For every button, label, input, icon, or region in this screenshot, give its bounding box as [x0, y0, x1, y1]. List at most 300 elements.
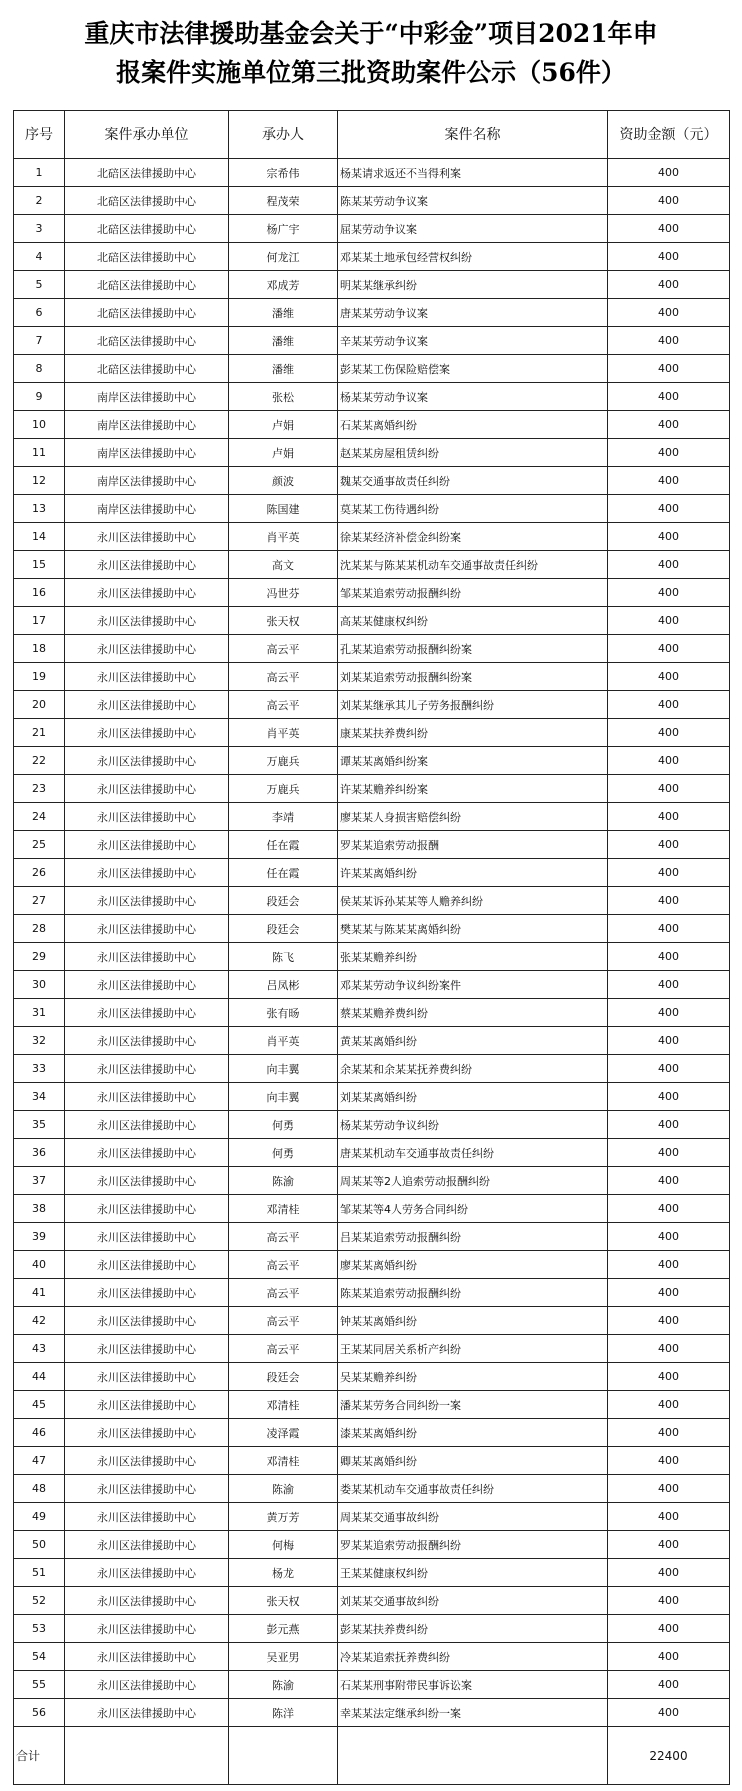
table-row [14, 1699, 730, 1727]
header-handler: 承办人 [229, 111, 338, 159]
row-handler: 张天权 [229, 607, 338, 635]
row-case-name: 孔某某追索劳动报酬纠纷案 [338, 635, 608, 663]
header-index: 序号 [14, 111, 65, 159]
row-case-name: 杨某请求返还不当得利案 [338, 159, 608, 187]
table-row [14, 551, 730, 579]
table-row [14, 887, 730, 915]
row-case-name: 蔡某某赡养费纠纷 [338, 999, 608, 1027]
row-amount: 400 [608, 915, 730, 943]
row-handler: 肖平英 [229, 523, 338, 551]
row-handler: 何梅 [229, 1531, 338, 1559]
row-unit: 永川区法律援助中心 [65, 1475, 229, 1503]
row-unit: 永川区法律援助中心 [65, 1251, 229, 1279]
table-row [14, 1587, 730, 1615]
row-handler: 潘维 [229, 299, 338, 327]
row-unit: 永川区法律援助中心 [65, 887, 229, 915]
table-row [14, 1027, 730, 1055]
row-index: 24 [14, 803, 65, 831]
row-index: 45 [14, 1391, 65, 1419]
table-row [14, 1111, 730, 1139]
row-unit: 永川区法律援助中心 [65, 1111, 229, 1139]
row-unit: 永川区法律援助中心 [65, 1699, 229, 1727]
table-row [14, 831, 730, 859]
row-case-name: 张某某赡养纠纷 [338, 943, 608, 971]
row-handler: 颜波 [229, 467, 338, 495]
table-header-row [14, 111, 730, 159]
row-index: 54 [14, 1643, 65, 1671]
row-amount: 400 [608, 971, 730, 999]
row-index: 20 [14, 691, 65, 719]
row-index: 53 [14, 1615, 65, 1643]
row-case-name: 莫某某工伤待遇纠纷 [338, 495, 608, 523]
row-handler: 肖平英 [229, 719, 338, 747]
row-case-name: 邹某某等4人劳务合同纠纷 [338, 1195, 608, 1223]
row-case-name: 刘某某离婚纠纷 [338, 1083, 608, 1111]
row-handler: 肖平英 [229, 1027, 338, 1055]
row-case-name: 刘某某追索劳动报酬纠纷案 [338, 663, 608, 691]
row-case-name: 钟某某离婚纠纷 [338, 1307, 608, 1335]
row-unit: 北碚区法律援助中心 [65, 299, 229, 327]
row-unit: 永川区法律援助中心 [65, 831, 229, 859]
row-case-name: 赵某某房屋租赁纠纷 [338, 439, 608, 467]
table-row [14, 579, 730, 607]
row-handler: 杨广宇 [229, 215, 338, 243]
row-unit: 永川区法律援助中心 [65, 1643, 229, 1671]
table-row [14, 971, 730, 999]
row-case-name: 周某某交通事故纠纷 [338, 1503, 608, 1531]
row-handler: 陈国建 [229, 495, 338, 523]
row-index: 25 [14, 831, 65, 859]
row-index: 34 [14, 1083, 65, 1111]
row-amount: 400 [608, 467, 730, 495]
row-handler: 何勇 [229, 1139, 338, 1167]
row-index: 8 [14, 355, 65, 383]
table-row [14, 299, 730, 327]
row-handler: 陈渝 [229, 1475, 338, 1503]
table-row [14, 411, 730, 439]
row-handler: 彭元燕 [229, 1615, 338, 1643]
row-handler: 高云平 [229, 1251, 338, 1279]
row-handler: 何龙江 [229, 243, 338, 271]
row-amount: 400 [608, 859, 730, 887]
row-handler: 黄万芳 [229, 1503, 338, 1531]
table-row [14, 1447, 730, 1475]
row-unit: 永川区法律援助中心 [65, 663, 229, 691]
row-index: 2 [14, 187, 65, 215]
row-case-name: 屈某劳动争议案 [338, 215, 608, 243]
row-index: 6 [14, 299, 65, 327]
row-handler: 向丰翼 [229, 1055, 338, 1083]
total-label: 合计 [14, 1727, 65, 1785]
row-unit: 永川区法律援助中心 [65, 859, 229, 887]
row-case-name: 辛某某劳动争议案 [338, 327, 608, 355]
row-amount: 400 [608, 943, 730, 971]
row-amount: 400 [608, 495, 730, 523]
table-row [14, 1251, 730, 1279]
row-amount: 400 [608, 523, 730, 551]
row-index: 37 [14, 1167, 65, 1195]
row-amount: 400 [608, 1587, 730, 1615]
row-case-name: 唐某某机动车交通事故责任纠纷 [338, 1139, 608, 1167]
row-handler: 任在霞 [229, 859, 338, 887]
row-index: 36 [14, 1139, 65, 1167]
row-handler: 陈洋 [229, 1699, 338, 1727]
row-unit: 永川区法律援助中心 [65, 1139, 229, 1167]
row-handler: 段廷会 [229, 1363, 338, 1391]
table-row [14, 355, 730, 383]
row-handler: 张天权 [229, 1587, 338, 1615]
row-unit: 永川区法律援助中心 [65, 1083, 229, 1111]
row-case-name: 邓某某土地承包经营权纠纷 [338, 243, 608, 271]
row-unit: 永川区法律援助中心 [65, 999, 229, 1027]
row-amount: 400 [608, 1279, 730, 1307]
row-index: 51 [14, 1559, 65, 1587]
row-unit: 永川区法律援助中心 [65, 551, 229, 579]
row-unit: 永川区法律援助中心 [65, 635, 229, 663]
row-amount: 400 [608, 1139, 730, 1167]
row-index: 16 [14, 579, 65, 607]
row-amount: 400 [608, 1447, 730, 1475]
row-amount: 400 [608, 775, 730, 803]
row-amount: 400 [608, 1419, 730, 1447]
row-index: 30 [14, 971, 65, 999]
row-index: 11 [14, 439, 65, 467]
row-case-name: 周某某等2人追索劳动报酬纠纷 [338, 1167, 608, 1195]
table-row [14, 1475, 730, 1503]
row-amount: 400 [608, 1027, 730, 1055]
row-index: 3 [14, 215, 65, 243]
row-amount: 400 [608, 355, 730, 383]
row-handler: 程茂荣 [229, 187, 338, 215]
row-unit: 南岸区法律援助中心 [65, 439, 229, 467]
row-case-name: 许某某赡养纠纷案 [338, 775, 608, 803]
total-empty-cell [338, 1727, 608, 1785]
row-case-name: 魏某交通事故责任纠纷 [338, 467, 608, 495]
row-handler: 邓清桂 [229, 1447, 338, 1475]
row-unit: 永川区法律援助中心 [65, 1615, 229, 1643]
row-amount: 400 [608, 1167, 730, 1195]
row-case-name: 刘某某继承其儿子劳务报酬纠纷 [338, 691, 608, 719]
row-handler: 张松 [229, 383, 338, 411]
row-unit: 永川区法律援助中心 [65, 1223, 229, 1251]
row-amount: 400 [608, 1335, 730, 1363]
row-amount: 400 [608, 1111, 730, 1139]
row-case-name: 吴某某赡养纠纷 [338, 1363, 608, 1391]
row-index: 10 [14, 411, 65, 439]
table-row [14, 187, 730, 215]
table-row [14, 215, 730, 243]
row-unit: 永川区法律援助中心 [65, 579, 229, 607]
row-index: 32 [14, 1027, 65, 1055]
row-unit: 永川区法律援助中心 [65, 1363, 229, 1391]
row-case-name: 陈某某追索劳动报酬纠纷 [338, 1279, 608, 1307]
row-handler: 李靖 [229, 803, 338, 831]
row-amount: 400 [608, 579, 730, 607]
row-handler: 高云平 [229, 1279, 338, 1307]
row-case-name: 许某某离婚纠纷 [338, 859, 608, 887]
row-amount: 400 [608, 1195, 730, 1223]
row-case-name: 杨某某劳动争议案 [338, 383, 608, 411]
row-amount: 400 [608, 691, 730, 719]
table-row [14, 1419, 730, 1447]
row-amount: 400 [608, 719, 730, 747]
row-unit: 南岸区法律援助中心 [65, 495, 229, 523]
row-handler: 冯世芬 [229, 579, 338, 607]
row-amount: 400 [608, 1559, 730, 1587]
row-unit: 南岸区法律援助中心 [65, 411, 229, 439]
row-index: 49 [14, 1503, 65, 1531]
row-case-name: 邓某某劳动争议纠纷案件 [338, 971, 608, 999]
row-handler: 任在霞 [229, 831, 338, 859]
row-handler: 陈渝 [229, 1671, 338, 1699]
table-row [14, 915, 730, 943]
table-row [14, 1615, 730, 1643]
row-case-name: 樊某某与陈某某离婚纠纷 [338, 915, 608, 943]
row-case-name: 罗某某追索劳动报酬纠纷 [338, 1531, 608, 1559]
table-row [14, 1055, 730, 1083]
row-amount: 400 [608, 383, 730, 411]
row-case-name: 唐某某劳动争议案 [338, 299, 608, 327]
row-handler: 宗希伟 [229, 159, 338, 187]
row-index: 42 [14, 1307, 65, 1335]
table-row [14, 243, 730, 271]
row-handler: 万鹿兵 [229, 747, 338, 775]
row-index: 43 [14, 1335, 65, 1363]
row-unit: 北碚区法律援助中心 [65, 271, 229, 299]
row-unit: 永川区法律援助中心 [65, 1335, 229, 1363]
table-row [14, 1363, 730, 1391]
table-row [14, 271, 730, 299]
row-amount: 400 [608, 635, 730, 663]
table-row [14, 1531, 730, 1559]
row-unit: 永川区法律援助中心 [65, 1419, 229, 1447]
row-case-name: 徐某某经济补偿金纠纷案 [338, 523, 608, 551]
row-unit: 永川区法律援助中心 [65, 1671, 229, 1699]
row-unit: 永川区法律援助中心 [65, 607, 229, 635]
row-amount: 400 [608, 243, 730, 271]
row-amount: 400 [608, 1615, 730, 1643]
row-index: 28 [14, 915, 65, 943]
table-row [14, 1503, 730, 1531]
row-amount: 400 [608, 215, 730, 243]
row-index: 27 [14, 887, 65, 915]
row-index: 21 [14, 719, 65, 747]
table-row [14, 467, 730, 495]
row-index: 13 [14, 495, 65, 523]
row-case-name: 邹某某追索劳动报酬纠纷 [338, 579, 608, 607]
header-unit: 案件承办单位 [65, 111, 229, 159]
row-unit: 永川区法律援助中心 [65, 719, 229, 747]
row-handler: 卢娟 [229, 411, 338, 439]
row-case-name: 冷某某追索抚养费纠纷 [338, 1643, 608, 1671]
row-handler: 高云平 [229, 1335, 338, 1363]
row-case-name: 刘某某交通事故纠纷 [338, 1587, 608, 1615]
row-unit: 永川区法律援助中心 [65, 775, 229, 803]
row-handler: 吕凤彬 [229, 971, 338, 999]
row-case-name: 彭某某扶养费纠纷 [338, 1615, 608, 1643]
row-index: 12 [14, 467, 65, 495]
table-row [14, 1083, 730, 1111]
table-row [14, 1391, 730, 1419]
row-amount: 400 [608, 1475, 730, 1503]
row-index: 17 [14, 607, 65, 635]
row-case-name: 廖某某离婚纠纷 [338, 1251, 608, 1279]
row-index: 9 [14, 383, 65, 411]
row-index: 19 [14, 663, 65, 691]
table-row [14, 1307, 730, 1335]
row-handler: 吴亚男 [229, 1643, 338, 1671]
row-case-name: 明某某继承纠纷 [338, 271, 608, 299]
row-index: 47 [14, 1447, 65, 1475]
row-case-name: 王某某健康权纠纷 [338, 1559, 608, 1587]
row-case-name: 康某某扶养费纠纷 [338, 719, 608, 747]
row-index: 14 [14, 523, 65, 551]
table-row [14, 663, 730, 691]
row-index: 15 [14, 551, 65, 579]
total-amount: 22400 [608, 1727, 730, 1785]
row-amount: 400 [608, 551, 730, 579]
row-amount: 400 [608, 1055, 730, 1083]
row-unit: 北碚区法律援助中心 [65, 355, 229, 383]
table-row [14, 1279, 730, 1307]
row-handler: 高云平 [229, 635, 338, 663]
row-handler: 陈飞 [229, 943, 338, 971]
row-amount: 400 [608, 999, 730, 1027]
row-case-name: 陈某某劳动争议案 [338, 187, 608, 215]
table-row [14, 1195, 730, 1223]
row-index: 4 [14, 243, 65, 271]
row-index: 56 [14, 1699, 65, 1727]
row-handler: 高文 [229, 551, 338, 579]
table-row [14, 1671, 730, 1699]
title-line-2: 报案件实施单位第三批资助案件公示（56件） [116, 58, 626, 87]
row-unit: 南岸区法律援助中心 [65, 467, 229, 495]
row-index: 46 [14, 1419, 65, 1447]
row-case-name: 侯某某诉孙某某等人赡养纠纷 [338, 887, 608, 915]
row-unit: 永川区法律援助中心 [65, 803, 229, 831]
total-empty-cell [229, 1727, 338, 1785]
row-amount: 400 [608, 1083, 730, 1111]
row-amount: 400 [608, 1307, 730, 1335]
row-amount: 400 [608, 439, 730, 467]
row-case-name: 黄某某离婚纠纷 [338, 1027, 608, 1055]
row-unit: 永川区法律援助中心 [65, 1503, 229, 1531]
row-index: 7 [14, 327, 65, 355]
row-case-name: 高某某健康权纠纷 [338, 607, 608, 635]
row-amount: 400 [608, 327, 730, 355]
row-amount: 400 [608, 1391, 730, 1419]
table-row [14, 635, 730, 663]
row-case-name: 石某某刑事附带民事诉讼案 [338, 1671, 608, 1699]
row-amount: 400 [608, 1503, 730, 1531]
row-unit: 永川区法律援助中心 [65, 1447, 229, 1475]
row-handler: 邓清桂 [229, 1391, 338, 1419]
header-amount: 资助金额（元） [608, 111, 730, 159]
table-row [14, 747, 730, 775]
row-case-name: 吕某某追索劳动报酬纠纷 [338, 1223, 608, 1251]
total-empty-cell [65, 1727, 229, 1785]
row-amount: 400 [608, 1671, 730, 1699]
row-index: 29 [14, 943, 65, 971]
row-case-name: 彭某某工伤保险赔偿案 [338, 355, 608, 383]
table-row [14, 859, 730, 887]
row-case-name: 幸某某法定继承纠纷一案 [338, 1699, 608, 1727]
row-index: 5 [14, 271, 65, 299]
row-unit: 永川区法律援助中心 [65, 1559, 229, 1587]
document-title [8, 14, 734, 92]
row-handler: 高云平 [229, 691, 338, 719]
table-row [14, 1167, 730, 1195]
row-unit: 永川区法律援助中心 [65, 1167, 229, 1195]
row-index: 39 [14, 1223, 65, 1251]
row-unit: 永川区法律援助中心 [65, 1307, 229, 1335]
row-case-name: 余某某和余某某抚养费纠纷 [338, 1055, 608, 1083]
row-index: 41 [14, 1279, 65, 1307]
row-handler: 何勇 [229, 1111, 338, 1139]
row-amount: 400 [608, 1251, 730, 1279]
row-unit: 永川区法律援助中心 [65, 747, 229, 775]
row-index: 38 [14, 1195, 65, 1223]
row-amount: 400 [608, 663, 730, 691]
table-row [14, 523, 730, 551]
row-case-name: 杨某某劳动争议纠纷 [338, 1111, 608, 1139]
row-handler: 潘维 [229, 355, 338, 383]
table-row [14, 1223, 730, 1251]
row-unit: 北碚区法律援助中心 [65, 327, 229, 355]
table-row [14, 719, 730, 747]
row-handler: 万鹿兵 [229, 775, 338, 803]
table-row [14, 1139, 730, 1167]
table-row [14, 159, 730, 187]
row-index: 18 [14, 635, 65, 663]
row-case-name: 王某某同居关系析产纠纷 [338, 1335, 608, 1363]
row-index: 26 [14, 859, 65, 887]
row-unit: 永川区法律援助中心 [65, 971, 229, 999]
row-unit: 永川区法律援助中心 [65, 1055, 229, 1083]
row-unit: 永川区法律援助中心 [65, 523, 229, 551]
row-amount: 400 [608, 271, 730, 299]
row-unit: 北碚区法律援助中心 [65, 243, 229, 271]
row-handler: 潘维 [229, 327, 338, 355]
row-index: 23 [14, 775, 65, 803]
row-index: 1 [14, 159, 65, 187]
row-amount: 400 [608, 187, 730, 215]
row-handler: 张有旸 [229, 999, 338, 1027]
row-handler: 向丰翼 [229, 1083, 338, 1111]
table-row [14, 1559, 730, 1587]
row-index: 50 [14, 1531, 65, 1559]
row-amount: 400 [608, 831, 730, 859]
table-row [14, 775, 730, 803]
row-amount: 400 [608, 607, 730, 635]
row-index: 48 [14, 1475, 65, 1503]
row-unit: 北碚区法律援助中心 [65, 159, 229, 187]
table-row [14, 691, 730, 719]
row-unit: 永川区法律援助中心 [65, 915, 229, 943]
row-unit: 永川区法律援助中心 [65, 1391, 229, 1419]
row-index: 52 [14, 1587, 65, 1615]
row-amount: 400 [608, 299, 730, 327]
row-handler: 陈渝 [229, 1167, 338, 1195]
table-row [14, 383, 730, 411]
row-amount: 400 [608, 803, 730, 831]
row-amount: 400 [608, 747, 730, 775]
table-row [14, 439, 730, 467]
row-handler: 邓成芳 [229, 271, 338, 299]
row-unit: 永川区法律援助中心 [65, 1587, 229, 1615]
table-row [14, 1643, 730, 1671]
title-line-1: 重庆市法律援助基金会关于“中彩金”项目2021年申 [84, 19, 658, 48]
